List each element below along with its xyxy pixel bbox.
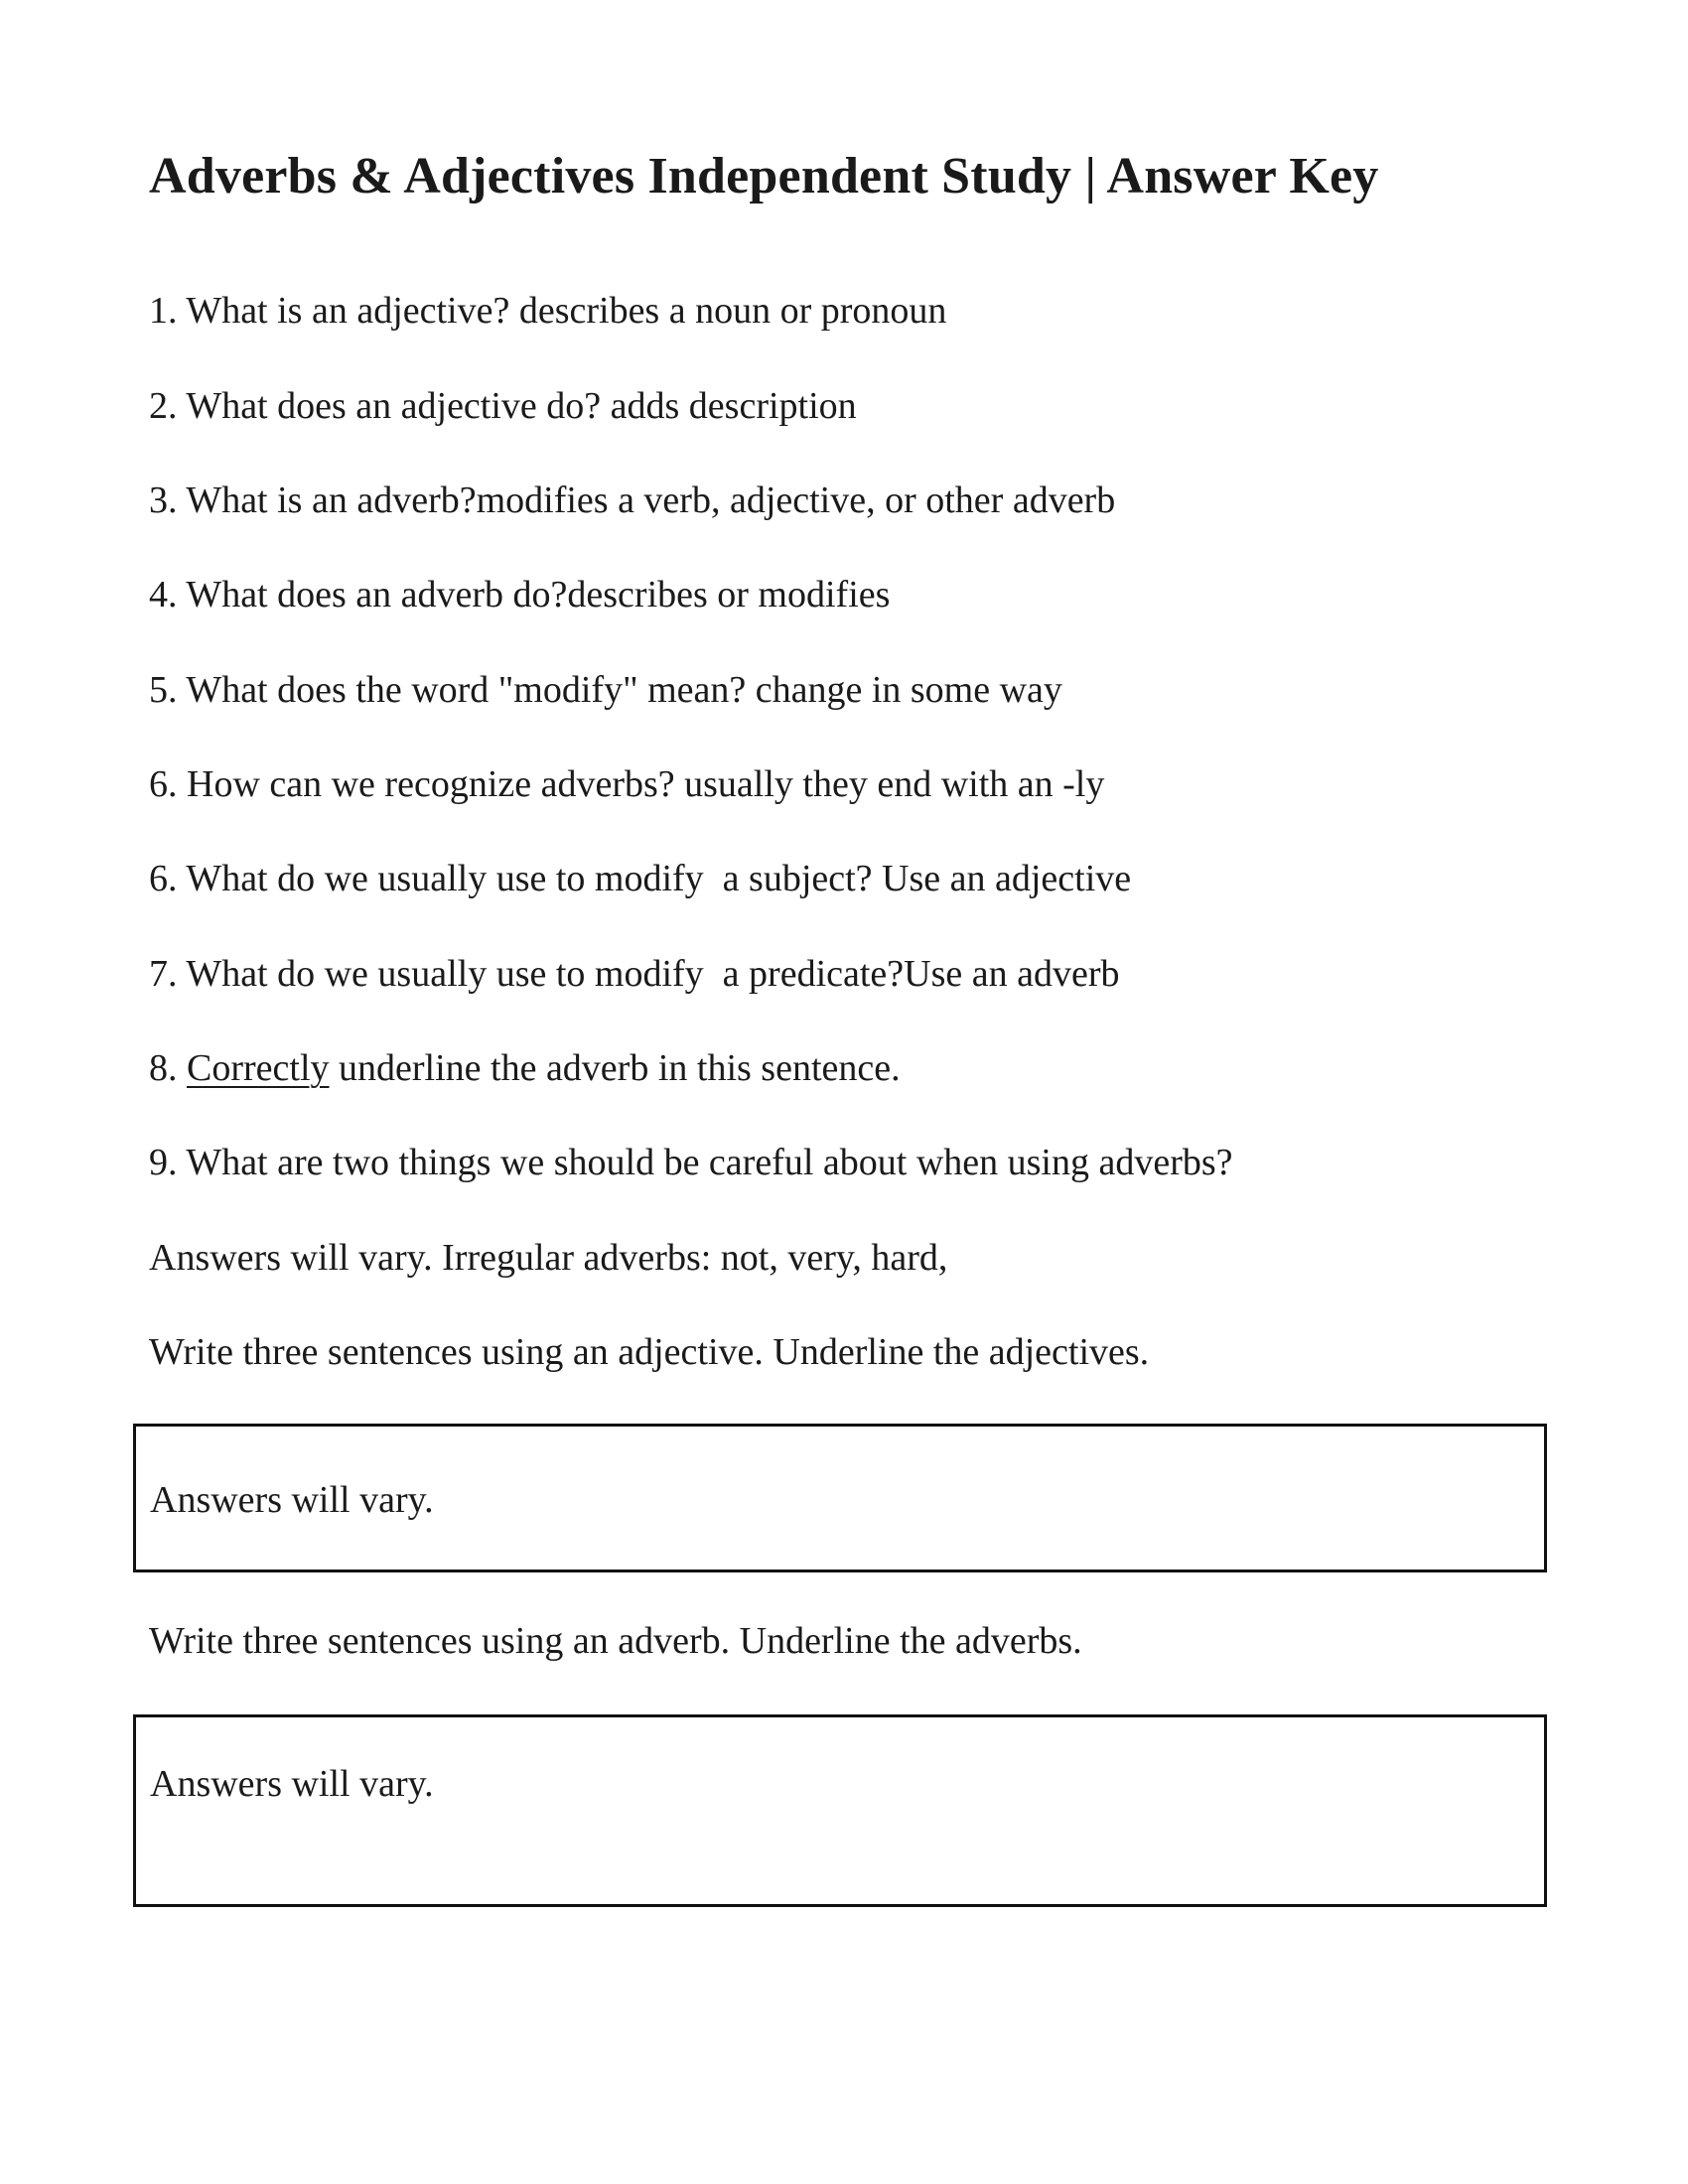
- underlined-adverb: Correctly: [187, 1047, 330, 1089]
- question-text: How can we recognize adverbs? usually they end with an -ly: [187, 763, 1105, 805]
- question-number: 6.: [149, 763, 178, 805]
- question-5: [149, 668, 1062, 712]
- question-text: underline the adverb in this sentence.: [329, 1047, 901, 1089]
- question-text: What are two things we should be careful about when using adverbs?: [186, 1142, 1233, 1183]
- question-number: 7.: [149, 953, 178, 995]
- question-text: What is an adverb?modifies a verb, adjective, or other adverb: [186, 479, 1116, 521]
- question-text: What does the word "modify" mean? change in some way: [186, 669, 1062, 711]
- question-8: [149, 1046, 901, 1090]
- question-number: 8.: [149, 1047, 178, 1089]
- question-3: [149, 478, 1115, 522]
- page-title: Adverbs & Adjectives Independent Study | Answer Key: [149, 148, 1379, 205]
- adverb-answer-box: [133, 1714, 1547, 1907]
- adverb-prompt: Write three sentences using an adverb. Underline the adverbs.: [149, 1620, 1082, 1662]
- question-number: 4.: [149, 574, 178, 615]
- question-7: [149, 952, 1120, 996]
- question-text: What do we usually use to modify a predicate?Use an adverb: [186, 953, 1120, 995]
- question-9: [149, 1141, 1233, 1184]
- question-6: [149, 762, 1104, 806]
- question-4: [149, 573, 890, 616]
- question-number: 2.: [149, 385, 178, 427]
- question-text: What does an adverb do?describes or modifies: [186, 574, 891, 615]
- adjective-prompt: Write three sentences using an adjective. Underline the adjectives.: [149, 1331, 1150, 1373]
- question-text: What do we usually use to modify a subject? Use an adjective: [186, 858, 1132, 899]
- question-6b: [149, 857, 1131, 900]
- question-number: 9.: [149, 1142, 178, 1183]
- question-number: 3.: [149, 479, 178, 521]
- question-number: 5.: [149, 669, 178, 711]
- question-2: [149, 384, 857, 428]
- question-text: What does an adjective do? adds description: [186, 385, 857, 427]
- adverb-box-text: Answers will vary.: [150, 1763, 434, 1805]
- adjective-box-text: Answers will vary.: [150, 1479, 434, 1521]
- answer-note: Answers will vary. Irregular adverbs: not, very, hard,: [149, 1237, 948, 1279]
- question-1: [149, 289, 946, 333]
- question-number: 1.: [149, 290, 178, 332]
- question-number: 6.: [149, 858, 178, 899]
- adjective-answer-box: [133, 1424, 1547, 1572]
- question-text: What is an adjective? describes a noun or pronoun: [186, 290, 947, 332]
